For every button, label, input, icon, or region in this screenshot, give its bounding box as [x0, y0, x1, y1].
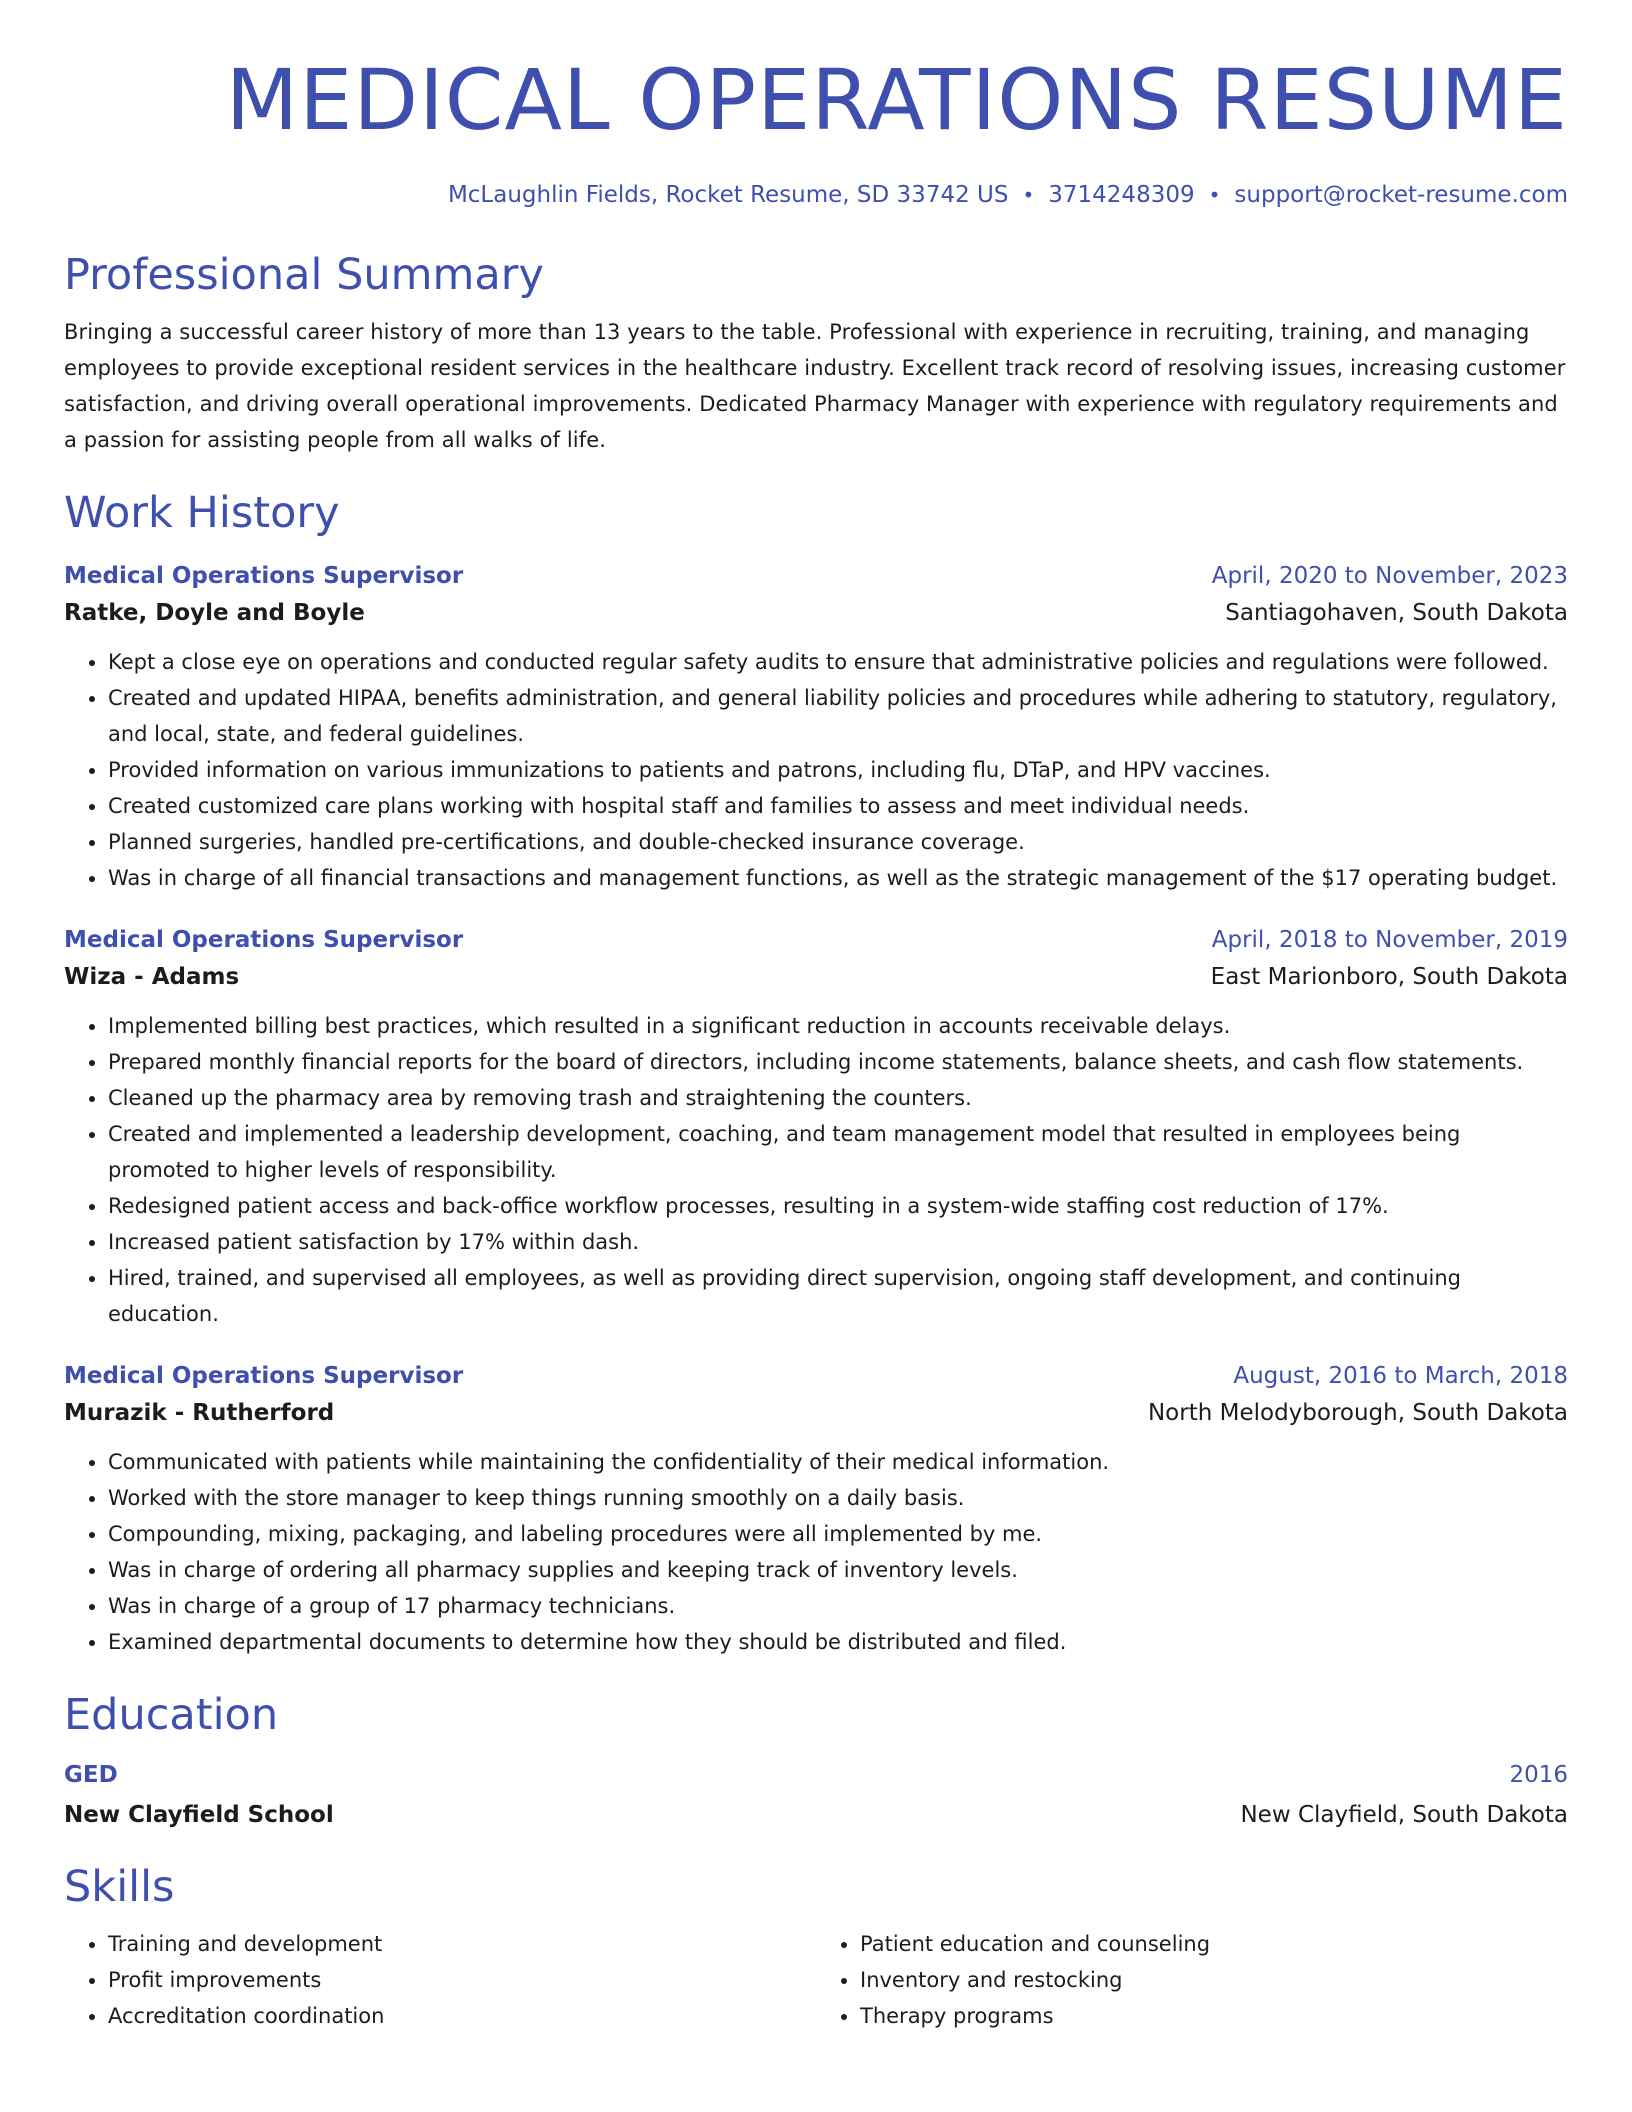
list-item: • Worked with the store manager to keep things running smoothly on a daily basis.: [108, 1480, 1568, 1516]
list-item: • Implemented billing best practices, which resulted in a significant reduction in accounts receivable delays.: [108, 1008, 1568, 1044]
list-item: • Increased patient satisfaction by 17% within dash.: [108, 1224, 1568, 1260]
job-header-row: [64, 558, 1568, 594]
list-item: • Compounding, mixing, packaging, and labeling procedures were all implemented by me.: [108, 1516, 1568, 1552]
job-company-row: [64, 958, 1568, 996]
list-item: • Was in charge of a group of 17 pharmacy technicians.: [108, 1588, 1568, 1624]
list-item: • Was in charge of ordering all pharmacy supplies and keeping track of inventory levels.: [108, 1552, 1568, 1588]
job-dates: April, 2018 to November, 2019: [1211, 927, 1568, 953]
job-location: North Melodyborough, South Dakota: [1147, 1400, 1568, 1426]
list-item: • Communicated with patients while maintaining the confidentiality of their medical information.: [108, 1444, 1568, 1480]
skills-grid: [64, 1926, 1568, 2034]
work-history-heading: Work History: [64, 488, 340, 538]
contact-email[interactable]: support@rocket-resume.com: [1234, 182, 1568, 208]
job-title: Medical Operations Supervisor: [64, 563, 464, 589]
list-item: • Prepared monthly financial reports for the board of directors, including income statements, balance sheets, and cash flow statements.: [108, 1044, 1568, 1080]
list-item: • Cleaned up the pharmacy area by removing trash and straightening the counters.: [108, 1080, 1568, 1116]
skills-column-left: [64, 1926, 816, 2034]
resume-title: MEDICAL OPERATIONS RESUME: [225, 51, 1568, 149]
summary-heading: Professional Summary: [64, 250, 544, 300]
education-year: 2016: [1509, 1762, 1568, 1788]
job-company-row: [64, 1394, 1568, 1432]
education-heading: Education: [64, 1690, 279, 1740]
list-item: • Created customized care plans working with hospital staff and families to assess and meet individual needs.: [108, 788, 1568, 824]
skill-item: • Training and development: [108, 1926, 816, 1962]
list-item: • Was in charge of all financial transactions and management functions, as well as the strategic management of the $17 operating budget.: [108, 860, 1568, 896]
job-dates: August, 2016 to March, 2018: [1233, 1363, 1568, 1389]
job-dates: April, 2020 to November, 2023: [1211, 563, 1568, 589]
education-degree: GED: [64, 1762, 118, 1788]
skills-heading: Skills: [64, 1862, 175, 1912]
skill-item: • Accreditation coordination: [108, 1998, 816, 2034]
job-entry: [64, 922, 1568, 1332]
list-item: • Examined departmental documents to determine how they should be distributed and filed.: [108, 1624, 1568, 1660]
education-school-row: [64, 1794, 1568, 1836]
job-bullets: [64, 1008, 1568, 1332]
job-title: Medical Operations Supervisor: [64, 927, 464, 953]
job-company: Ratke, Doyle and Boyle: [64, 600, 365, 626]
skill-item: • Therapy programs: [860, 1998, 1568, 2034]
job-company-row: [64, 594, 1568, 632]
summary-text: Bringing a successful career history of more than 13 years to the table. Professional with experience in recruiting, training, and managing employees to provide exceptional resident services in the healthcare industry. Excellent track record of resolving issues, increasing customer satisfaction, and driving overall operational improvements. Dedicated Pharmacy Manager with experience with regulatory requirements and a passion for assisting people from all walks of life.: [64, 320, 1566, 452]
education-section: [64, 1688, 1568, 1836]
list-item: • Provided information on various immunizations to patients and patrons, including flu, DTaP, and HPV vaccines.: [108, 752, 1568, 788]
job-location: East Marionboro, South Dakota: [1210, 964, 1568, 990]
education-school: New Clayfield School: [64, 1802, 334, 1828]
job-bullets: [64, 644, 1568, 896]
skill-item: • Patient education and counseling: [860, 1926, 1568, 1962]
list-item: • Hired, trained, and supervised all employees, as well as providing direct supervision, ongoing staff development, and continuing education.: [108, 1260, 1568, 1332]
job-header-row: [64, 1358, 1568, 1394]
list-item: • Planned surgeries, handled pre-certifications, and double-checked insurance coverage.: [108, 824, 1568, 860]
list-item: • Created and implemented a leadership development, coaching, and team management model that resulted in employees being promoted to higher levels of responsibility.: [108, 1116, 1568, 1188]
work-history-section: [64, 486, 1568, 1660]
contact-line: [64, 178, 1568, 212]
job-bullets: [64, 1444, 1568, 1660]
list-item: • Kept a close eye on operations and conducted regular safety audits to ensure that administrative policies and regulations were followed.: [108, 644, 1568, 680]
summary-section: [64, 248, 1568, 458]
skills-section: [64, 1860, 1568, 2034]
contact-address: McLaughlin Fields, Rocket Resume, SD 33742 US: [447, 182, 1009, 208]
list-item: • Redesigned patient access and back-office workflow processes, resulting in a system-wide staffing cost reduction of 17%.: [108, 1188, 1568, 1224]
contact-separator: •: [1022, 183, 1035, 207]
list-item: • Created and updated HIPAA, benefits administration, and general liability policies and procedures while adhering to statutory, regulatory, and local, state, and federal guidelines.: [108, 680, 1568, 752]
education-location: New Clayfield, South Dakota: [1240, 1802, 1568, 1828]
contact-phone: 3714248309: [1048, 182, 1195, 208]
skills-column-right: [816, 1926, 1568, 2034]
education-header-row: [64, 1756, 1568, 1794]
skill-item: • Inventory and restocking: [860, 1962, 1568, 1998]
skill-item: • Profit improvements: [108, 1962, 816, 1998]
education-entry: [64, 1756, 1568, 1836]
contact-separator: •: [1208, 183, 1221, 207]
job-company: Wiza - Adams: [64, 964, 240, 990]
job-entry: [64, 558, 1568, 896]
job-company: Murazik - Rutherford: [64, 1400, 335, 1426]
job-entry: [64, 1358, 1568, 1660]
job-header-row: [64, 922, 1568, 958]
job-title: Medical Operations Supervisor: [64, 1363, 464, 1389]
job-location: Santiagohaven, South Dakota: [1225, 600, 1568, 626]
